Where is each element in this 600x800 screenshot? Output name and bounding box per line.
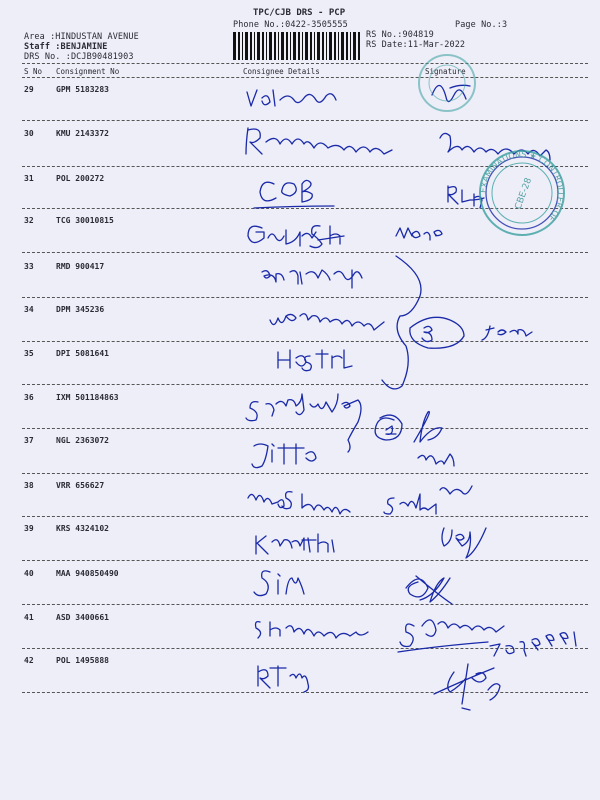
row-divider bbox=[22, 560, 588, 561]
row-34-consignment: DPM 345236 bbox=[56, 305, 105, 314]
row-31-consignment: POL 200272 bbox=[56, 174, 105, 183]
row-divider bbox=[22, 473, 588, 474]
row-29-sno: 29 bbox=[24, 85, 34, 94]
rs-date: RS Date:11-Mar-2022 bbox=[366, 40, 466, 50]
column-consignment: Consignment No bbox=[56, 67, 120, 76]
barcode-bar bbox=[257, 32, 260, 60]
barcode-bar bbox=[346, 32, 348, 60]
barcode-bar bbox=[242, 32, 243, 60]
barcode-bar bbox=[334, 32, 336, 60]
row-32-consignment: TCG 30010815 bbox=[56, 216, 114, 225]
row-39-sno: 39 bbox=[24, 524, 34, 533]
barcode-bar bbox=[250, 32, 252, 60]
staff-label: Staff :BENJAMINE bbox=[24, 42, 108, 52]
barcode-bar bbox=[254, 32, 255, 60]
barcode-bar bbox=[329, 32, 332, 60]
row-38-consignment: VRR 656627 bbox=[56, 481, 105, 490]
handwritten-name bbox=[262, 270, 362, 288]
handwritten-name bbox=[246, 394, 361, 452]
barcode-bar bbox=[274, 32, 276, 60]
handwritten-name bbox=[258, 666, 309, 692]
barcode-bar bbox=[293, 32, 296, 60]
seal-outer-text: EXAMINATIONS ★ CONTROLLER OF bbox=[478, 149, 566, 223]
handwritten-signature bbox=[442, 528, 486, 558]
row-divider bbox=[22, 692, 588, 693]
column-s-no: S No bbox=[24, 67, 43, 76]
seal-controller-of-examinations bbox=[479, 150, 565, 235]
row-divider bbox=[22, 384, 588, 385]
row-30-sno: 30 bbox=[24, 129, 34, 138]
row-40-consignment: MAA 940850490 bbox=[56, 569, 119, 578]
row-39-consignment: KRS 4324102 bbox=[56, 524, 109, 533]
row-36-consignment: IXM 501184863 bbox=[56, 393, 119, 402]
row-divider bbox=[22, 297, 588, 298]
barcode-bar bbox=[322, 32, 324, 60]
handwritten-signature bbox=[384, 486, 472, 514]
row-35-consignment: DPI 5081641 bbox=[56, 349, 109, 358]
row-divider bbox=[22, 166, 588, 167]
handwritten-signature bbox=[432, 85, 470, 101]
handwritten-signature bbox=[396, 228, 442, 240]
handwritten-name bbox=[247, 90, 336, 106]
row-divider bbox=[22, 428, 588, 429]
barcode-bar bbox=[338, 32, 339, 60]
handwritten-signature bbox=[382, 256, 421, 389]
column-signature: Signature bbox=[425, 67, 466, 76]
row-36-sno: 36 bbox=[24, 393, 34, 402]
barcode-bar bbox=[238, 32, 240, 60]
rs-number: RS No.:904819 bbox=[366, 30, 434, 40]
row-30-consignment: KMU 2143372 bbox=[56, 129, 109, 138]
area-label: Area :HINDUSTAN AVENUE bbox=[24, 32, 139, 42]
column-consignee: Consignee Details bbox=[243, 67, 320, 76]
row-38-sno: 38 bbox=[24, 481, 34, 490]
handwritten-name bbox=[254, 571, 304, 596]
handwritten-name bbox=[270, 314, 384, 330]
barcode-bar bbox=[314, 32, 315, 60]
barcode-bar bbox=[266, 32, 267, 60]
row-42-sno: 42 bbox=[24, 656, 34, 665]
handwritten-name bbox=[248, 226, 344, 248]
row-divider bbox=[22, 208, 588, 209]
handwritten-name bbox=[278, 350, 352, 371]
barcode-bar bbox=[350, 32, 351, 60]
barcode-bar bbox=[245, 32, 248, 60]
row-29-consignment: GPM 5183283 bbox=[56, 85, 109, 94]
handwritten-name bbox=[440, 133, 550, 160]
handwritten-signature bbox=[448, 186, 484, 208]
row-33-sno: 33 bbox=[24, 262, 34, 271]
handwritten-name bbox=[256, 534, 334, 554]
phone-number: Phone No.:0422-3505555 bbox=[233, 20, 348, 30]
drs-number: DRS No. :DCJB90481903 bbox=[24, 52, 134, 62]
header-divider-top bbox=[22, 63, 588, 64]
row-37-consignment: NGL 2363072 bbox=[56, 436, 109, 445]
barcode-bar bbox=[286, 32, 288, 60]
row-divider bbox=[22, 516, 588, 517]
barcode-bar bbox=[262, 32, 264, 60]
handwritten-signature bbox=[434, 664, 500, 710]
handwritten-name bbox=[246, 128, 392, 154]
barcode-bar bbox=[310, 32, 312, 60]
handwritten-name bbox=[248, 492, 350, 514]
row-32-sno: 32 bbox=[24, 216, 34, 225]
seal-inner-text: CBE-28 bbox=[513, 176, 535, 211]
handwritten-signature bbox=[482, 326, 532, 340]
barcode-bar bbox=[233, 32, 236, 60]
barcode-bar bbox=[358, 32, 360, 60]
handwritten-name bbox=[252, 444, 316, 468]
barcode-bar bbox=[302, 32, 303, 60]
barcode-bar bbox=[269, 32, 272, 60]
barcode bbox=[233, 32, 363, 60]
row-34-sno: 34 bbox=[24, 305, 34, 314]
barcode-bar bbox=[305, 32, 308, 60]
handwritten-signature bbox=[490, 632, 576, 656]
row-divider bbox=[22, 604, 588, 605]
row-41-consignment: ASD 3400661 bbox=[56, 613, 109, 622]
barcode-bar bbox=[317, 32, 320, 60]
barcode-bar bbox=[326, 32, 327, 60]
row-divider bbox=[22, 120, 588, 121]
row-33-consignment: RMD 900417 bbox=[56, 262, 105, 271]
handwritten-signature bbox=[406, 576, 452, 604]
barcode-bar bbox=[278, 32, 279, 60]
row-divider bbox=[22, 341, 588, 342]
row-41-sno: 41 bbox=[24, 613, 34, 622]
barcode-bar bbox=[290, 32, 291, 60]
barcode-bar bbox=[341, 32, 344, 60]
header-divider-bottom bbox=[22, 77, 588, 78]
document-title: TPC/CJB DRS - PCP bbox=[253, 8, 346, 18]
row-35-sno: 35 bbox=[24, 349, 34, 358]
handwritten-name bbox=[254, 180, 334, 208]
barcode-bar bbox=[353, 32, 356, 60]
row-divider bbox=[22, 648, 588, 649]
row-divider bbox=[22, 252, 588, 253]
row-37-sno: 37 bbox=[24, 436, 34, 445]
row-40-sno: 40 bbox=[24, 569, 34, 578]
row-42-consignment: POL 1495888 bbox=[56, 656, 109, 665]
row-31-sno: 31 bbox=[24, 174, 34, 183]
page-number: Page No.:3 bbox=[455, 20, 508, 30]
barcode-bar bbox=[281, 32, 284, 60]
barcode-bar bbox=[298, 32, 300, 60]
handwritten-name bbox=[256, 622, 369, 638]
handwritten-signature bbox=[410, 317, 464, 348]
handwritten-signature bbox=[414, 412, 454, 466]
